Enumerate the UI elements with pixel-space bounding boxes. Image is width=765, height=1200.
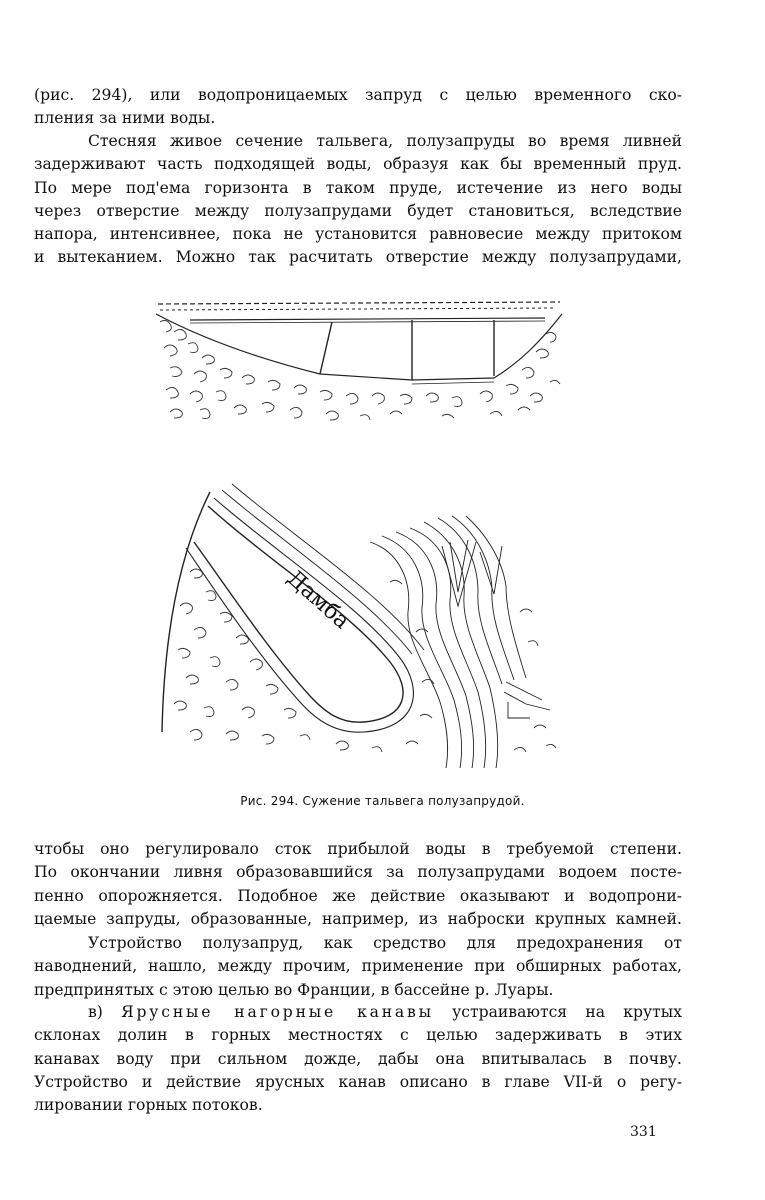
text-line: По мере под'ема горизонта в таком пруде, истечение из него воды <box>34 178 682 197</box>
text-line: пенно опорожняется. Подобное же действие оказывают и водопрони- <box>34 886 682 905</box>
text-line: чтобы оно регулировало сток прибылой воды в требуемой степени. <box>34 840 682 858</box>
paragraph-3 <box>34 838 682 931</box>
text-line: канавах воду при сильном дожде, дабы она впитывалась в почву. <box>34 1049 682 1068</box>
paragraph-1 <box>34 84 682 131</box>
text-line: и вытеканием. Можно так расчитать отверстие между полузапрудами, <box>34 248 682 267</box>
text-line: Устройство полузапруд, как средство для предохранения от <box>88 934 682 952</box>
text-line: напора, интенсивнее, пока не установится равновесие между притоком <box>34 225 682 244</box>
text-line <box>34 1001 682 1024</box>
text-line: предпринятых с этою целью во Франции, в бассейне р. Луары. <box>34 980 554 999</box>
text-line: лировании горных потоков. <box>34 1096 263 1115</box>
text-line: склонах долин в горных местностях с целью задерживать в этих <box>34 1026 682 1045</box>
text-line: задерживают часть подходящей воды, образуя как бы временный пруд. <box>34 155 682 174</box>
text-line: цаемые запруды, образованные, например, из наброски крупных камней. <box>34 909 682 928</box>
text-line: пления за ними воды. <box>34 109 216 128</box>
paragraph-5 <box>34 1001 682 1117</box>
paragraph-2 <box>34 130 682 270</box>
text-line: наводнений, нашло, между прочим, применение при обширных работах, <box>34 957 682 976</box>
dam-label: Дамба <box>281 565 355 635</box>
text-line: через отверстие между полузапрудами будет становиться, вследствие <box>34 201 682 220</box>
figure-294-plan-view <box>150 482 570 772</box>
page-number: 331 <box>630 1124 657 1140</box>
text-line: Устройство и действие ярусных канав описано в главе VII-й о регу- <box>34 1072 682 1091</box>
text-fragment: устраиваются на крутых <box>452 1003 683 1021</box>
text-line: (рис. 294), или водопроницаемых запруд с целью временного ско- <box>34 86 682 104</box>
figure-294-cross-section <box>150 292 570 432</box>
spaced-term: Ярусные нагорные канавы <box>121 1003 434 1021</box>
text-line: По окончании ливня образовавшийся за полузапрудами водоем посте- <box>34 863 682 882</box>
item-marker: в) <box>88 1003 103 1021</box>
text-line: Стесняя живое сечение тальвега, полузапруды во время ливней <box>88 132 682 150</box>
paragraph-4 <box>34 932 682 1002</box>
figure-caption: Рис. 294. Сужение тальвега полузапрудой. <box>240 794 525 808</box>
